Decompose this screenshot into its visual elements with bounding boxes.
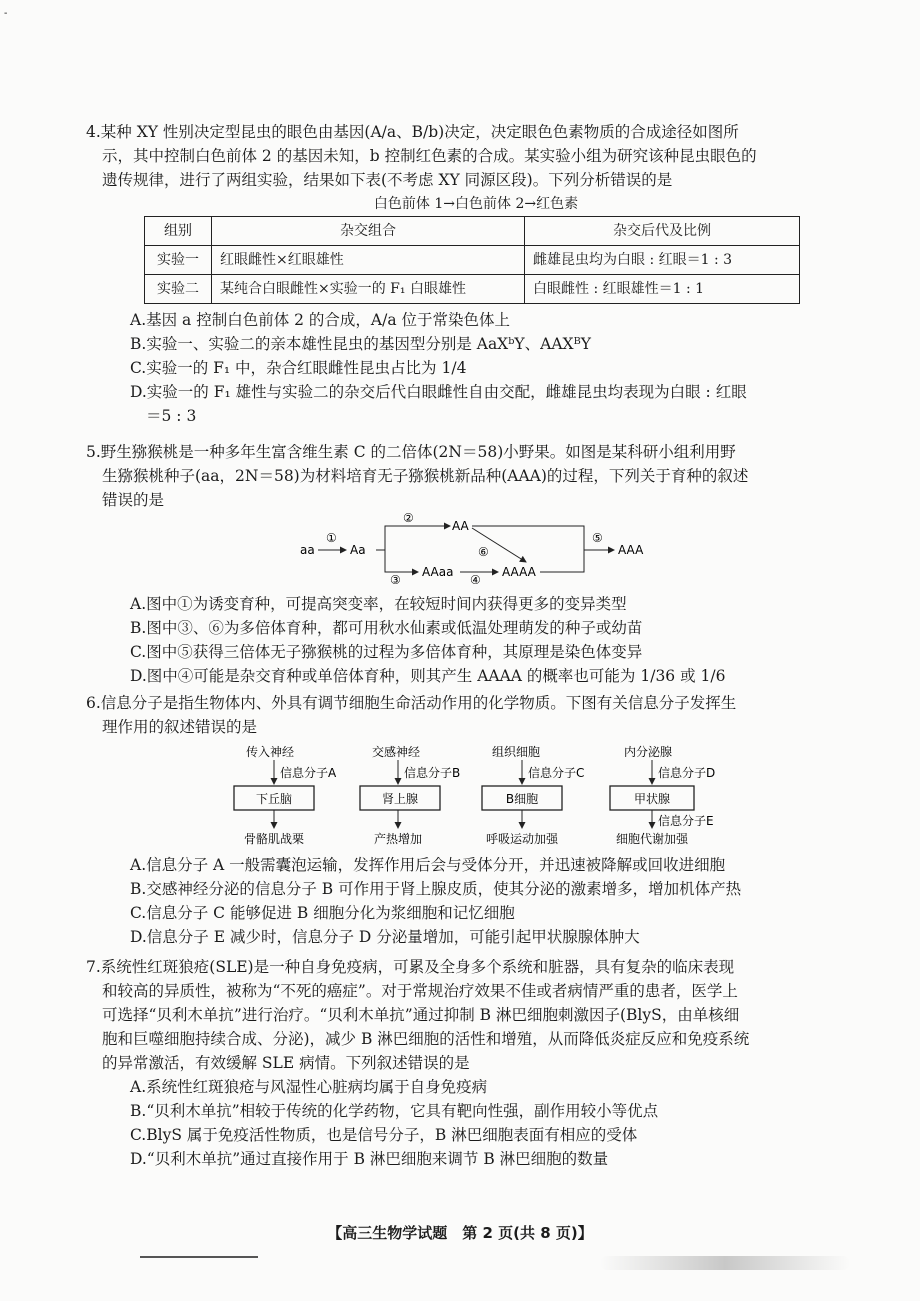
target-hypothalamus: 下丘脑 [255, 792, 293, 806]
question-7 [86, 955, 876, 1171]
q5-stem-line: 生猕猴桃种子(aa，2N＝58)为材料培育无子猕猴桃新品种(AAA)的过程，下列关于育种的叙述 [102, 467, 749, 485]
q5-option-b: B.图中③、⑥为多倍体育种，都可用秋水仙素或低温处理萌发的种子或幼苗 [130, 619, 643, 637]
effect-heat: 产热增加 [373, 832, 423, 846]
q7-stem-line: 和较高的异质性，被称为“不死的癌症”。对于常规治疗效果不佳或者病情严重的患者，医学上 [102, 982, 738, 1000]
question-4 [86, 120, 876, 428]
target-b-cell: B细胞 [505, 792, 539, 806]
table-row [145, 275, 800, 304]
effect-shivering: 骨骼肌战栗 [243, 832, 305, 846]
node-Aa: Aa [350, 543, 366, 557]
scan-smudge [600, 1256, 850, 1270]
q4-option-d: D.实验一的 F₁ 雄性与实验二的杂交后代白眼雌性自由交配，雌雄昆虫均表现为白眼 : 红眼 [130, 383, 747, 401]
page-footer: 【高三生物学试题 第 2 页(共 8 页)】 [327, 1224, 593, 1242]
node-AAA: AAA [618, 543, 644, 557]
table-header-row [145, 217, 800, 246]
node-aa: aa [300, 543, 315, 557]
effect-metabolism: 细胞代谢加强 [615, 832, 689, 846]
q7-stem-line: 可选择“贝利木单抗”进行治疗。“贝利木单抗”通过抑制 B 淋巴细胞刺激因子(BlyS，由单核细 [102, 1006, 740, 1024]
q5-option-d: D.图中④可能是杂交育种或单倍体育种，则其产生 AAAA 的概率也可能为 1/36 或 1/6 [130, 667, 726, 685]
q5-stem-line: 错误的是 [102, 491, 165, 509]
corner-mark: - [4, 8, 8, 19]
step-4: ④ [470, 573, 481, 584]
effect-breathing: 呼吸运动加强 [485, 832, 559, 846]
q4-stem-line: 遗传规律，进行了两组实验，结果如下表(不考虑 XY 同源区段)。下列分析错误的是 [102, 171, 673, 189]
q7-stem-line: 7.系统性红斑狼疮(SLE)是一种自身免疫病，可累及全身多个系统和脏器，具有复杂的临床表现 [86, 958, 735, 976]
q6-option-d: D.信息分子 E 减少时，信息分子 D 分泌量增加，可能引起甲状腺腺体肿大 [130, 928, 640, 946]
signal-a: 信息分子A [280, 766, 337, 780]
target-thyroid: 甲状腺 [633, 792, 671, 806]
node-AAaa: AAaa [422, 565, 454, 579]
q6-stem-line: 6.信息分子是指生物体内、外具有调节细胞生命活动作用的化学物质。下图有关信息分子发挥生 [86, 694, 737, 712]
step-2: ② [403, 512, 414, 525]
q4-table [144, 216, 800, 304]
table-cell: 实验二 [145, 275, 212, 304]
step-6: ⑥ [478, 545, 489, 559]
q6-signal-diagram [220, 742, 740, 848]
q4-pathway: 白色前体 1→白色前体 2→红色素 [373, 196, 579, 212]
step-3: ③ [390, 573, 401, 584]
q7-option-a: A.系统性红斑狼疮与风湿性心脏病均属于自身免疫病 [130, 1078, 488, 1096]
signal-b: 信息分子B [404, 766, 461, 780]
signal-c: 信息分子C [528, 766, 585, 780]
q7-option-d: D.“贝利木单抗”通过直接作用于 B 淋巴细胞来调节 B 淋巴细胞的数量 [130, 1150, 609, 1168]
signal-e: 信息分子E [658, 814, 714, 828]
question-5 [86, 440, 876, 512]
target-adrenal: 肾上腺 [381, 792, 419, 806]
signal-d: 信息分子D [658, 766, 716, 780]
q5-option-c: C.图中⑤获得三倍体无子猕猴桃的过程为多倍体育种，其原理是染色体变异 [130, 643, 643, 661]
table-cell: 白眼雌性 : 红眼雄性＝1 : 1 [525, 275, 800, 304]
table-header-cell: 组别 [145, 217, 212, 246]
q7-stem-line: 的异常激活，有效缓解 SLE 病情。下列叙述错误的是 [102, 1054, 470, 1072]
arrow-3 [385, 550, 418, 572]
question-5-options [86, 592, 876, 688]
q7-stem-line: 胞和巨噬细胞持续合成、分泌)，减少 B 淋巴细胞的活性和增殖，从而降低炎症反应和免疫系统 [102, 1030, 750, 1048]
q6-option-b: B.交感神经分泌的信息分子 B 可作用于肾上腺皮质，使其分泌的激素增多，增加机体产热 [130, 880, 742, 898]
q4-stem-line: 4.某种 XY 性别决定型昆虫的眼色由基因(A/a、B/b)决定，决定眼色色素物质的合成途径如图所 [86, 123, 739, 141]
source-sympathetic-nerve: 交感神经 [372, 745, 421, 759]
node-AA: AA [452, 519, 469, 533]
table-cell: 某纯合白眼雌性×实验一的 F₁ 白眼雄性 [212, 275, 525, 304]
table-cell: 雌雄昆虫均为白眼 : 红眼＝1 : 3 [525, 246, 800, 275]
q6-option-a: A.信息分子 A 一般需囊泡运输，发挥作用后会与受体分开，并迅速被降解或回收进细胞 [130, 856, 726, 874]
source-afferent-nerve: 传入神经 [246, 745, 295, 759]
q5-option-a: A.图中①为诱变育种，可提高突变率，在较短时间内获得更多的变异类型 [130, 595, 627, 613]
q5-stem-line: 5.野生猕猴桃是一种多年生富含维生素 C 的二倍体(2N＝58)小野果。如图是某科研小组利用野 [86, 443, 736, 461]
q4-option-d-cont: ＝5 : 3 [146, 407, 197, 425]
step-1: ① [326, 531, 337, 545]
question-6-options [86, 853, 876, 949]
table-cell: 红眼雌性×红眼雄性 [212, 246, 525, 275]
table-header-cell: 杂交组合 [212, 217, 525, 246]
table-cell: 实验一 [145, 246, 212, 275]
table-row [145, 246, 800, 275]
q7-option-b: B.“贝利木单抗”相较于传统的化学药物，它具有靶向性强，副作用较小等优点 [130, 1102, 659, 1120]
q4-option-a: A.基因 a 控制白色前体 2 的合成，A/a 位于常染色体上 [130, 311, 511, 329]
q5-breeding-diagram [290, 512, 660, 584]
source-endocrine-gland: 内分泌腺 [624, 745, 673, 759]
table-header-cell: 杂交后代及比例 [525, 217, 800, 246]
footer-rule [140, 1256, 258, 1258]
step-5: ⑤ [592, 531, 603, 545]
arrow-2 [376, 526, 450, 550]
q7-option-c: C.BlyS 属于免疫活性物质，也是信号分子，B 淋巴细胞表面有相应的受体 [130, 1126, 638, 1144]
source-tissue-cell: 组织细胞 [492, 745, 541, 759]
node-AAAA: AAAA [502, 565, 536, 579]
q6-option-c: C.信息分子 C 能够促进 B 细胞分化为浆细胞和记忆细胞 [130, 904, 515, 922]
q4-option-b: B.实验一、实验二的亲本雄性昆虫的基因型分别是 AaXᵇY、AAXᴮY [130, 335, 591, 353]
q6-stem-line: 理作用的叙述错误的是 [102, 718, 258, 736]
q4-option-c: C.实验一的 F₁ 中，杂合红眼雌性昆虫占比为 1/4 [130, 359, 467, 377]
question-6 [86, 691, 876, 739]
q4-stem-line: 示，其中控制白色前体 2 的基因未知，b 控制红色素的合成。某实验小组为研究该种昆虫眼色的 [102, 147, 757, 165]
